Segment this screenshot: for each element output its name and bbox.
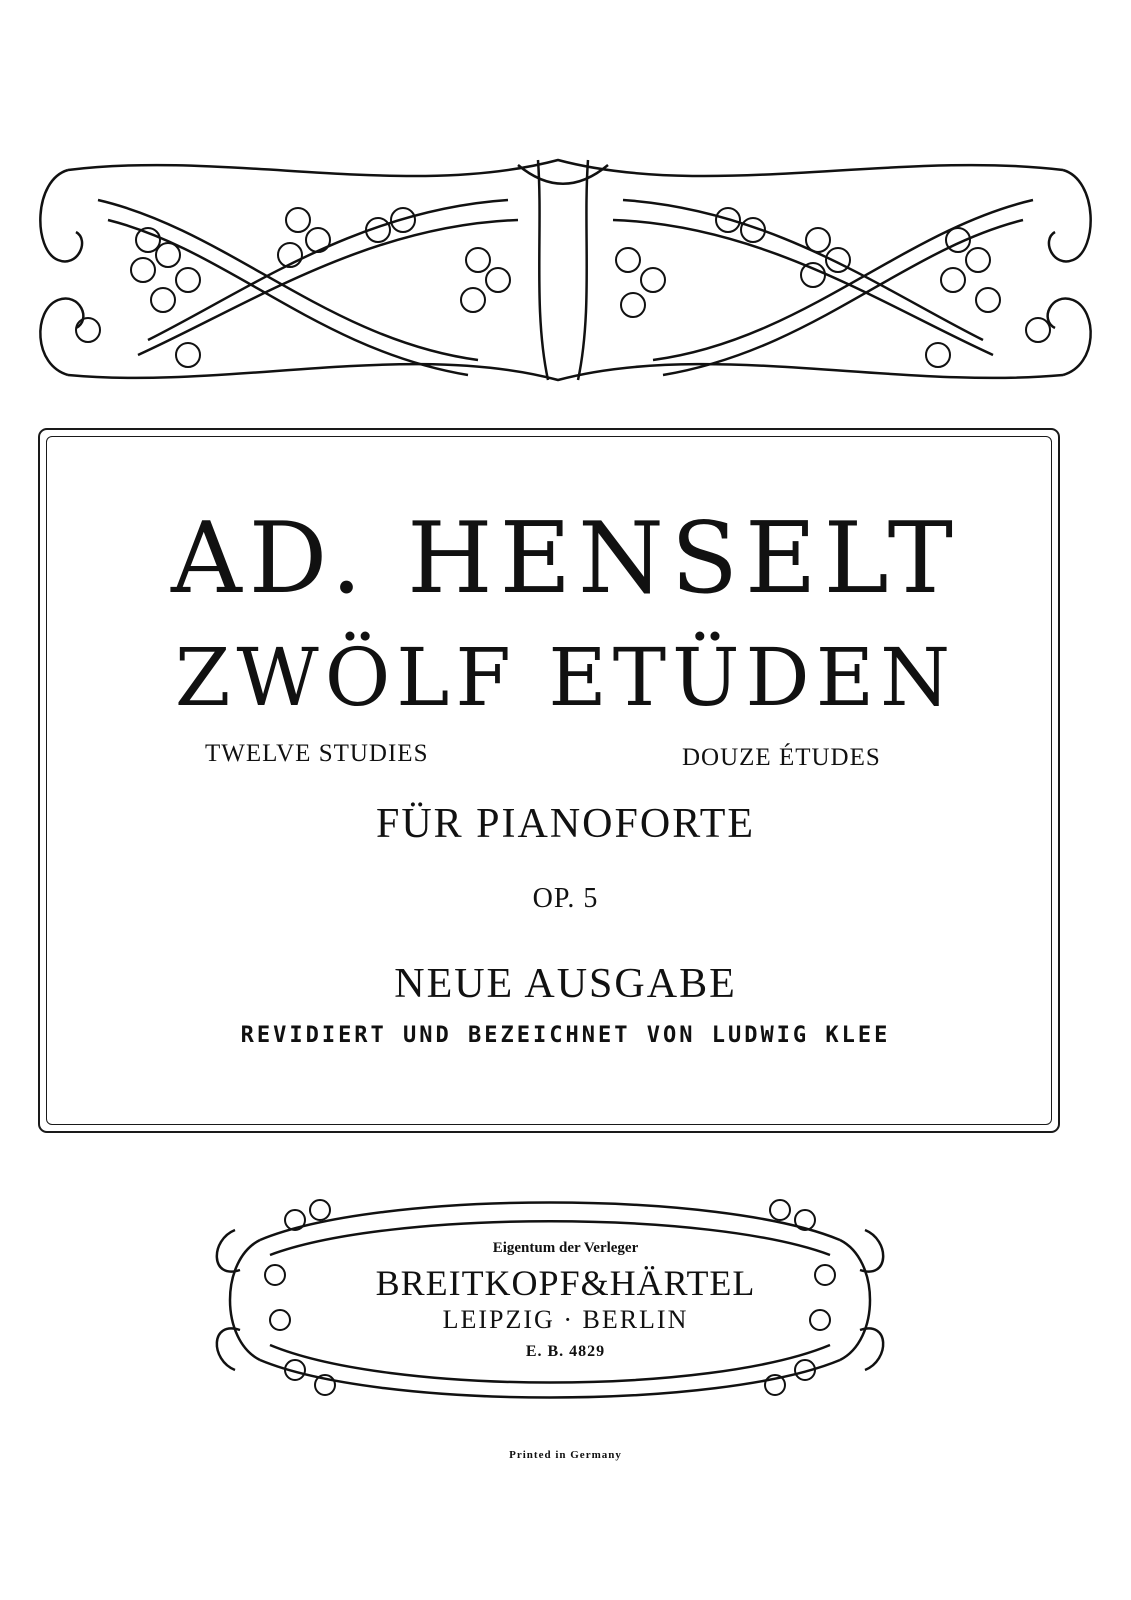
opus-number: OP. 5 — [532, 883, 599, 914]
printed-in-note: Printed in Germany — [509, 1449, 622, 1461]
subtitle-french: DOUZE ÉTUDES — [682, 744, 881, 771]
plate-number: E. B. 4829 — [525, 1343, 606, 1360]
instrument-line: FÜR PIANOFORTE — [375, 801, 756, 847]
composer-name: AD. HENSELT — [170, 502, 961, 616]
publisher-name: BREITKOPF&HÄRTEL — [375, 1263, 756, 1303]
publisher-cities: LEIPZIG · BERLIN — [442, 1305, 689, 1334]
subtitle-english: TWELVE STUDIES — [205, 740, 429, 767]
editor-credit: REVIDIERT UND BEZEICHNET VON LUDWIG KLEE — [240, 1023, 891, 1048]
work-title: ZWÖLF ETÜDEN — [174, 631, 957, 724]
ownership-note: Eigentum der Verleger — [492, 1240, 639, 1256]
edition-line: NEUE AUSGABE — [394, 961, 737, 1007]
floral-header-ornament — [28, 140, 1103, 400]
